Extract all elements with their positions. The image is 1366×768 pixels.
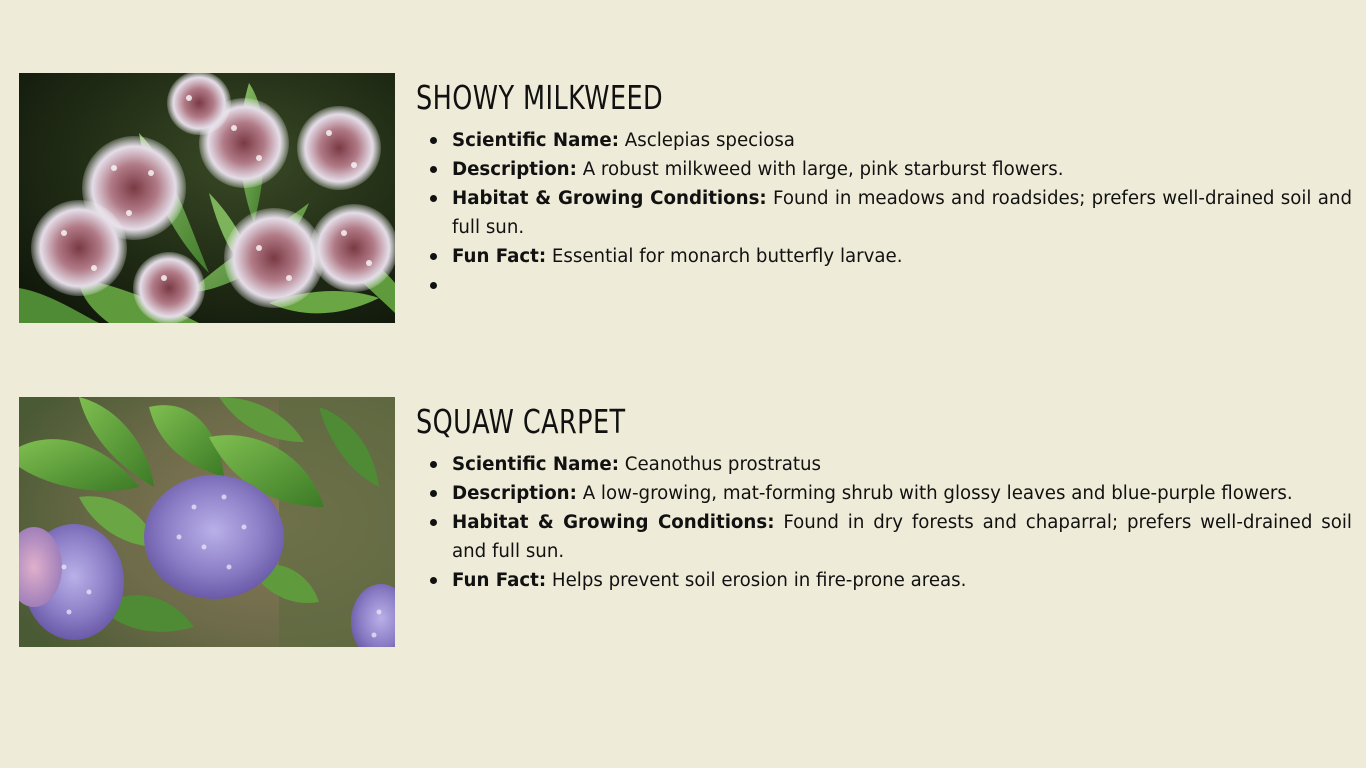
fact-text: Helps prevent soil erosion in fire-prone areas. bbox=[551, 570, 967, 591]
plant-title: SQUAW CARPET bbox=[416, 402, 626, 441]
plant-facts-list bbox=[416, 450, 1352, 595]
fact-label: Habitat & Growing Conditions: bbox=[452, 512, 775, 533]
fact-label: Scientific Name: bbox=[452, 130, 619, 151]
fact-label: Fun Fact: bbox=[452, 570, 547, 591]
plant-card-showy-milkweed bbox=[19, 72, 1351, 324]
fact-text: A robust milkweed with large, pink starburst flowers. bbox=[582, 159, 1064, 180]
fact-habitat bbox=[416, 508, 1352, 566]
fact-description bbox=[416, 479, 1352, 508]
fact-label: Scientific Name: bbox=[452, 454, 619, 475]
fact-label: Description: bbox=[452, 483, 577, 504]
fact-label: Description: bbox=[452, 159, 577, 180]
fact-text: A low-growing, mat-forming shrub with glossy leaves and blue-purple flowers. bbox=[582, 483, 1293, 504]
plant-card-squaw-carpet bbox=[19, 396, 1351, 648]
fact-text: Found in meadows and roadsides; prefers well-drained soil and full sun. bbox=[452, 188, 1352, 238]
fact-text: Asclepias speciosa bbox=[624, 130, 795, 151]
fact-text: Essential for monarch butterfly larvae. bbox=[551, 246, 903, 267]
fact-empty bbox=[416, 271, 1352, 300]
fact-fun-fact bbox=[416, 566, 1352, 595]
plant-facts-list bbox=[416, 126, 1352, 300]
plant-info bbox=[416, 72, 1352, 300]
fact-text: Ceanothus prostratus bbox=[624, 454, 822, 475]
fact-habitat bbox=[416, 184, 1352, 242]
ceanothus-flower-photo bbox=[19, 397, 395, 647]
fact-text: Found in dry forests and chaparral; prefers well-drained soil and full sun. bbox=[452, 512, 1352, 562]
plant-title: SHOWY MILKWEED bbox=[416, 78, 664, 117]
fact-label: Habitat & Growing Conditions: bbox=[452, 188, 767, 209]
plant-info bbox=[416, 396, 1352, 595]
fact-label: Fun Fact: bbox=[452, 246, 547, 267]
fact-description bbox=[416, 155, 1352, 184]
fact-scientific-name bbox=[416, 450, 1352, 479]
fact-fun-fact bbox=[416, 242, 1352, 271]
milkweed-flower-photo bbox=[19, 73, 395, 323]
fact-scientific-name bbox=[416, 126, 1352, 155]
